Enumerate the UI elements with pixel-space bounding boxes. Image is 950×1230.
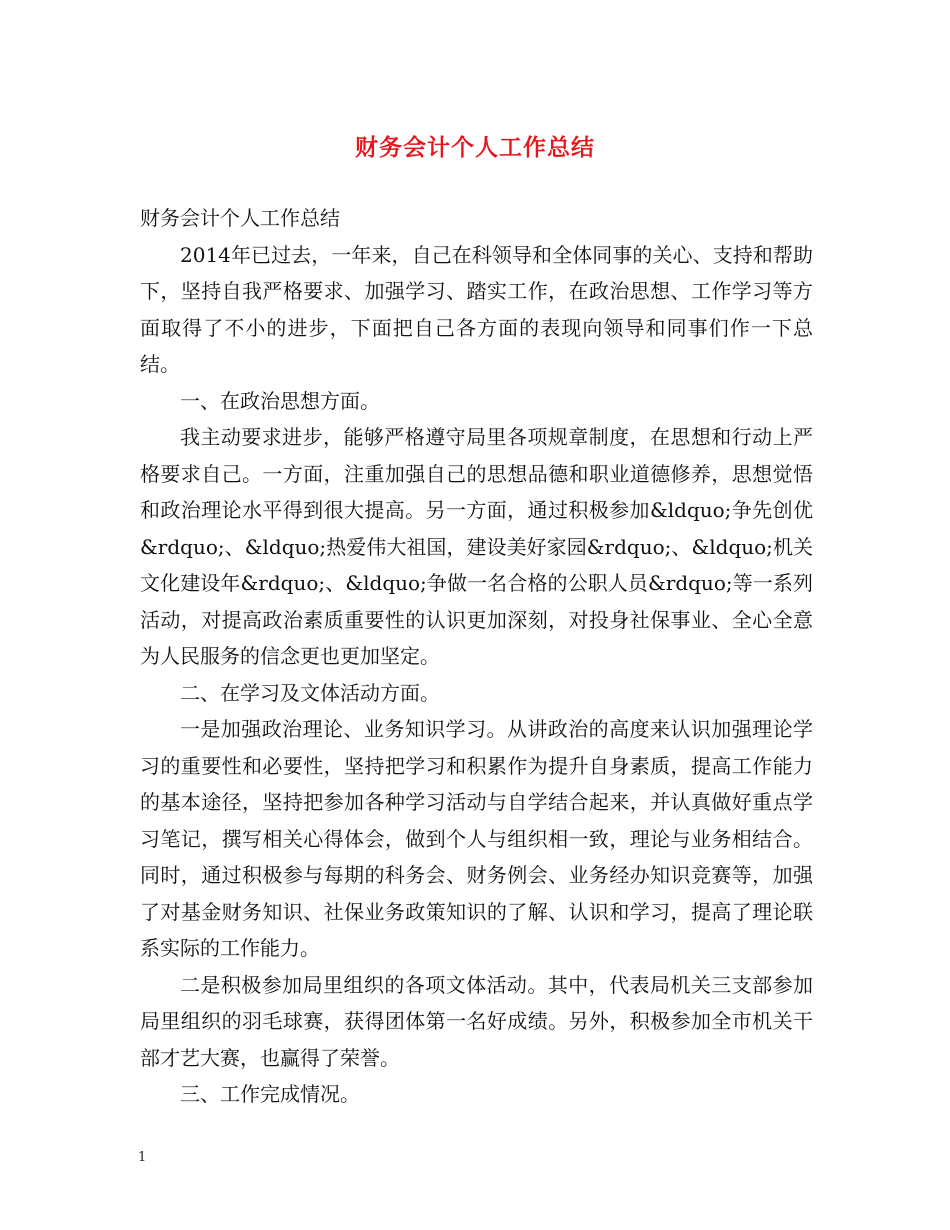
page-number: 1	[138, 1150, 147, 1165]
paragraph-study-activities: 二是积极参加局里组织的各项文体活动。其中，代表局机关三支部参加局里组织的羽毛球赛，获得团体第一名好成绩。另外，积极参加全市机关干部才艺大赛，也赢得了荣誉。	[140, 972, 813, 1070]
document-title: 财务会计个人工作总结	[355, 134, 595, 161]
document-body	[140, 200, 813, 1113]
section-heading-study: 二、在学习及文体活动方面。	[180, 680, 440, 705]
paragraph-study-theory: 一是加强政治理论、业务知识学习。从讲政治的高度来认识加强理论学习的重要性和必要性，坚持把学习和积累作为提升自身素质，提高工作能力的基本途径，坚持把参加各种学习活动与自学结合起来，并认真做好重点学习笔记，撰写相关心得体会，做到个人与组织相一致，理论与业务相结合。同时，通过积极参与每期的科务会、财务例会、业务经办知识竞赛等，加强了对基金财务知识、社保业务政策知识的了解、认识和学习，提高了理论联系实际的工作能力。	[140, 717, 813, 960]
paragraph-political: 我主动要求进步，能够严格遵守局里各项规章制度，在思想和行动上严格要求自己。一方面，注重加强自己的思想品德和职业道德修养，思想觉悟和政治理论水平得到很大提高。另一方面，通过积极参加&ldquo;争先创优&rdquo;、&ldquo;热爱伟大祖国，建设美好家园&rdquo;、&ldquo;机关文化建设年&rdquo;、&ldquo;争做一名合格的公职人员&rdquo;等一系列活动，对提高政治素质重要性的认识更加深刻，对投身社保事业、全心全意为人民服务的信念更也更加坚定。	[140, 425, 813, 668]
paragraph-intro: 2014年已过去，一年来，自己在科领导和全体同事的关心、支持和帮助下，坚持自我严格要求、加强学习、踏实工作，在政治思想、工作学习等方面取得了不小的进步，下面把自己各方面的表现向领导和同事们作一下总结。	[140, 242, 813, 376]
section-heading-work: 三、工作完成情况。	[180, 1082, 360, 1106]
section-heading-political: 一、在政治思想方面。	[180, 388, 380, 413]
paragraph-heading: 财务会计个人工作总结	[140, 206, 340, 230]
